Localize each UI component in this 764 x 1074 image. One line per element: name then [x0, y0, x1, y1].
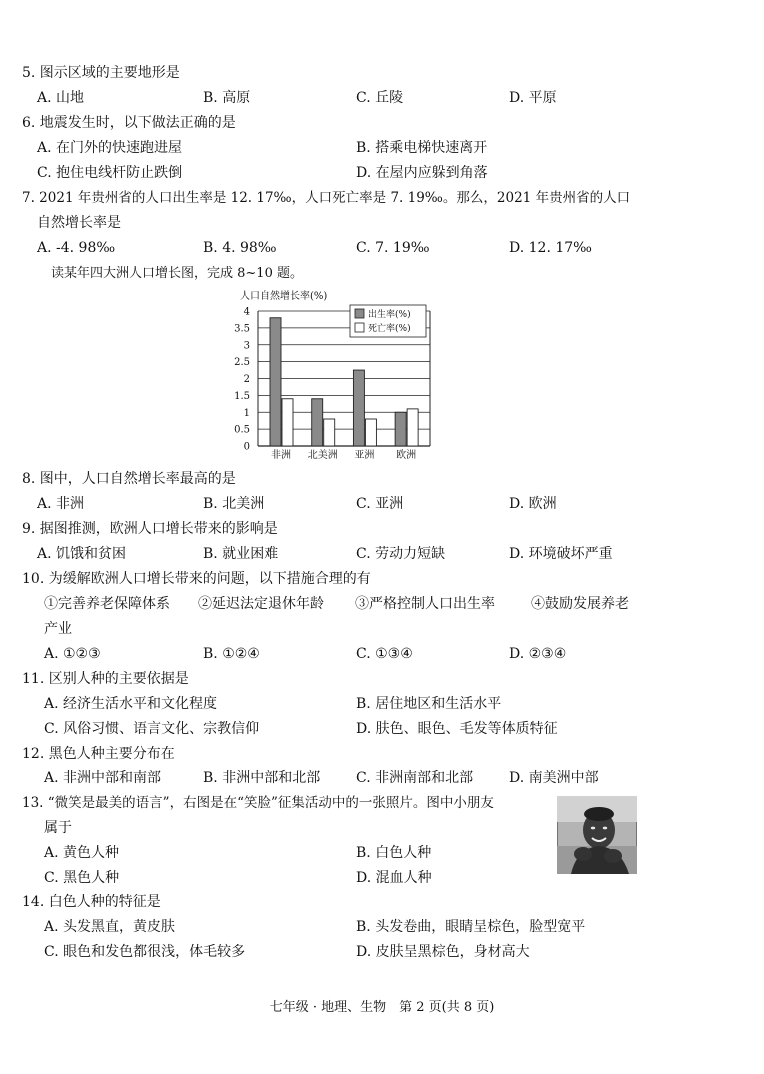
q10-option-b[interactable]: B. ①②④: [203, 646, 260, 662]
q8-option-d[interactable]: D. 欧洲: [509, 496, 557, 512]
y-tick-label: 0: [243, 441, 250, 453]
x-tick-label: 欧洲: [396, 450, 417, 461]
q10-stem: 10. 为缓解欧洲人口增长带来的问题，以下措施合理的有: [22, 571, 371, 587]
q8-option-b[interactable]: B. 北美洲: [203, 496, 265, 512]
q7-stem-line1: 7. 2021 年贵州省的人口出生率是 12. 17‰，人口死亡率是 7. 19‰。那么，2021 年贵州省的人口: [22, 190, 631, 206]
q12-option-c[interactable]: C. 非洲南部和北部: [356, 770, 474, 786]
y-tick-label: 0.5: [234, 424, 250, 436]
q14-option-a[interactable]: A. 头发黑直，黄皮肤: [44, 919, 176, 935]
q5-option-d[interactable]: D. 平原: [509, 90, 557, 106]
q12-option-d[interactable]: D. 南美洲中部: [509, 770, 599, 786]
q13-option-b[interactable]: B. 白色人种: [356, 845, 432, 861]
bar-death-2: [365, 419, 376, 446]
q11-option-b[interactable]: B. 居住地区和生活水平: [356, 696, 502, 712]
chart-title: 人口自然增长率(%): [240, 291, 328, 302]
q7-option-d[interactable]: D. 12. 17‰: [509, 240, 592, 256]
q13-stem-line1: 13. “微笑是最美的语言”，右图是在“笑脸”征集活动中的一张照片。图中小朋友: [22, 795, 494, 811]
q7-option-b[interactable]: B. 4. 98‰: [203, 240, 277, 256]
q10-item-3: ③严格控制人口出生率: [355, 596, 495, 612]
chart-x-ticks: [271, 448, 416, 461]
bar-birth-0: [270, 318, 281, 446]
legend-label-death: 死亡率(%): [368, 324, 411, 334]
q10-option-a[interactable]: A. ①②③: [44, 646, 101, 662]
q10-option-c[interactable]: C. ①③④: [356, 646, 413, 662]
bar-birth-2: [353, 370, 364, 446]
x-tick-label: 北美洲: [307, 450, 338, 461]
q5-option-b[interactable]: B. 高原: [203, 90, 251, 106]
q5-option-a[interactable]: A. 山地: [37, 90, 85, 106]
q7-stem-line2: 自然增长率是: [37, 215, 121, 231]
y-tick-label: 1.5: [234, 390, 250, 402]
q9-stem: 9. 据图推测，欧洲人口增长带来的影响是: [22, 521, 278, 537]
q6-option-a[interactable]: A. 在门外的快速跑进屋: [37, 140, 183, 156]
q8-stem: 8. 图中，人口自然增长率最高的是: [22, 471, 236, 487]
y-tick-label: 3: [243, 340, 250, 352]
chart-legend: [350, 305, 426, 337]
q10-item-1: ①完善养老保障体系: [44, 596, 170, 612]
q14-option-c[interactable]: C. 眼色和发色都很浅，体毛较多: [44, 944, 246, 960]
x-tick-label: 亚洲: [354, 450, 375, 461]
legend-swatch-birth: [355, 309, 364, 318]
q9-option-b[interactable]: B. 就业困难: [203, 546, 279, 562]
bar-death-0: [282, 399, 293, 446]
x-tick-label: 非洲: [271, 450, 291, 461]
chart-intro: 读某年四大洲人口增长图，完成 8~10 题。: [51, 266, 303, 281]
legend-label-birth: 出生率(%): [368, 310, 411, 320]
q10-item-2: ②延迟法定退休年龄: [198, 596, 324, 612]
q11-option-c[interactable]: C. 风俗习惯、语言文化、宗教信仰: [44, 721, 260, 737]
q6-option-b[interactable]: B. 搭乘电梯快速离开: [356, 140, 488, 156]
q14-option-d[interactable]: D. 皮肤呈黑棕色，身材高大: [356, 944, 530, 960]
bar-death-3: [407, 409, 418, 446]
q10-item-4-cont: 产业: [44, 621, 72, 637]
q13-option-a[interactable]: A. 黄色人种: [44, 845, 120, 861]
q5-option-c[interactable]: C. 丘陵: [356, 90, 404, 106]
q9-option-c[interactable]: C. 劳动力短缺: [356, 546, 446, 562]
q5-stem: 5. 图示区域的主要地形是: [22, 65, 180, 81]
y-tick-label: 2: [243, 374, 250, 385]
q14-stem: 14. 白色人种的特征是: [22, 894, 161, 910]
q13-stem-line2: 属于: [44, 820, 72, 836]
y-tick-label: 3.5: [234, 323, 250, 335]
q11-option-d[interactable]: D. 肤色、眼色、毛发等体质特征: [356, 721, 558, 737]
q8-option-a[interactable]: A. 非洲: [37, 496, 85, 512]
bar-death-1: [324, 419, 335, 446]
q10-option-d[interactable]: D. ②③④: [509, 646, 567, 662]
legend-swatch-death: [355, 323, 364, 332]
q6-option-c[interactable]: C. 抱住电线杆防止跌倒: [37, 165, 183, 181]
page-footer: 七年级 · 地理、生物 第 2 页(共 8 页): [269, 1000, 495, 1015]
q7-option-a[interactable]: A. -4. 98‰: [37, 240, 116, 256]
q8-option-c[interactable]: C. 亚洲: [356, 496, 404, 512]
q11-option-a[interactable]: A. 经济生活水平和文化程度: [44, 696, 218, 712]
q6-stem: 6. 地震发生时，以下做法正确的是: [22, 115, 236, 131]
q6-option-d[interactable]: D. 在屋内应躲到角落: [356, 165, 488, 181]
y-tick-label: 4: [243, 306, 250, 318]
q9-option-a[interactable]: A. 饥饿和贫困: [37, 546, 127, 562]
q14-option-b[interactable]: B. 头发卷曲，眼睛呈棕色，脸型宽平: [356, 919, 586, 935]
y-tick-label: 1: [243, 407, 250, 419]
chart-y-ticks: [234, 307, 250, 453]
y-tick-label: 2.5: [234, 357, 250, 369]
smiling-child-photo: [557, 796, 637, 874]
q10-item-4: ④鼓励发展养老: [531, 596, 629, 612]
q12-option-b[interactable]: B. 非洲中部和北部: [203, 770, 321, 786]
q9-option-d[interactable]: D. 环境破坏严重: [509, 546, 613, 562]
bar-birth-3: [395, 412, 406, 446]
q13-option-d[interactable]: D. 混血人种: [356, 870, 432, 886]
q11-stem: 11. 区别人种的主要依据是: [22, 671, 189, 687]
q13-option-c[interactable]: C. 黑色人种: [44, 870, 120, 886]
population-growth-chart: [228, 287, 438, 463]
q12-option-a[interactable]: A. 非洲中部和南部: [44, 770, 162, 786]
q12-stem: 12. 黑色人种主要分布在: [22, 746, 175, 762]
bar-birth-1: [312, 399, 323, 446]
q7-option-c[interactable]: C. 7. 19‰: [356, 240, 430, 256]
